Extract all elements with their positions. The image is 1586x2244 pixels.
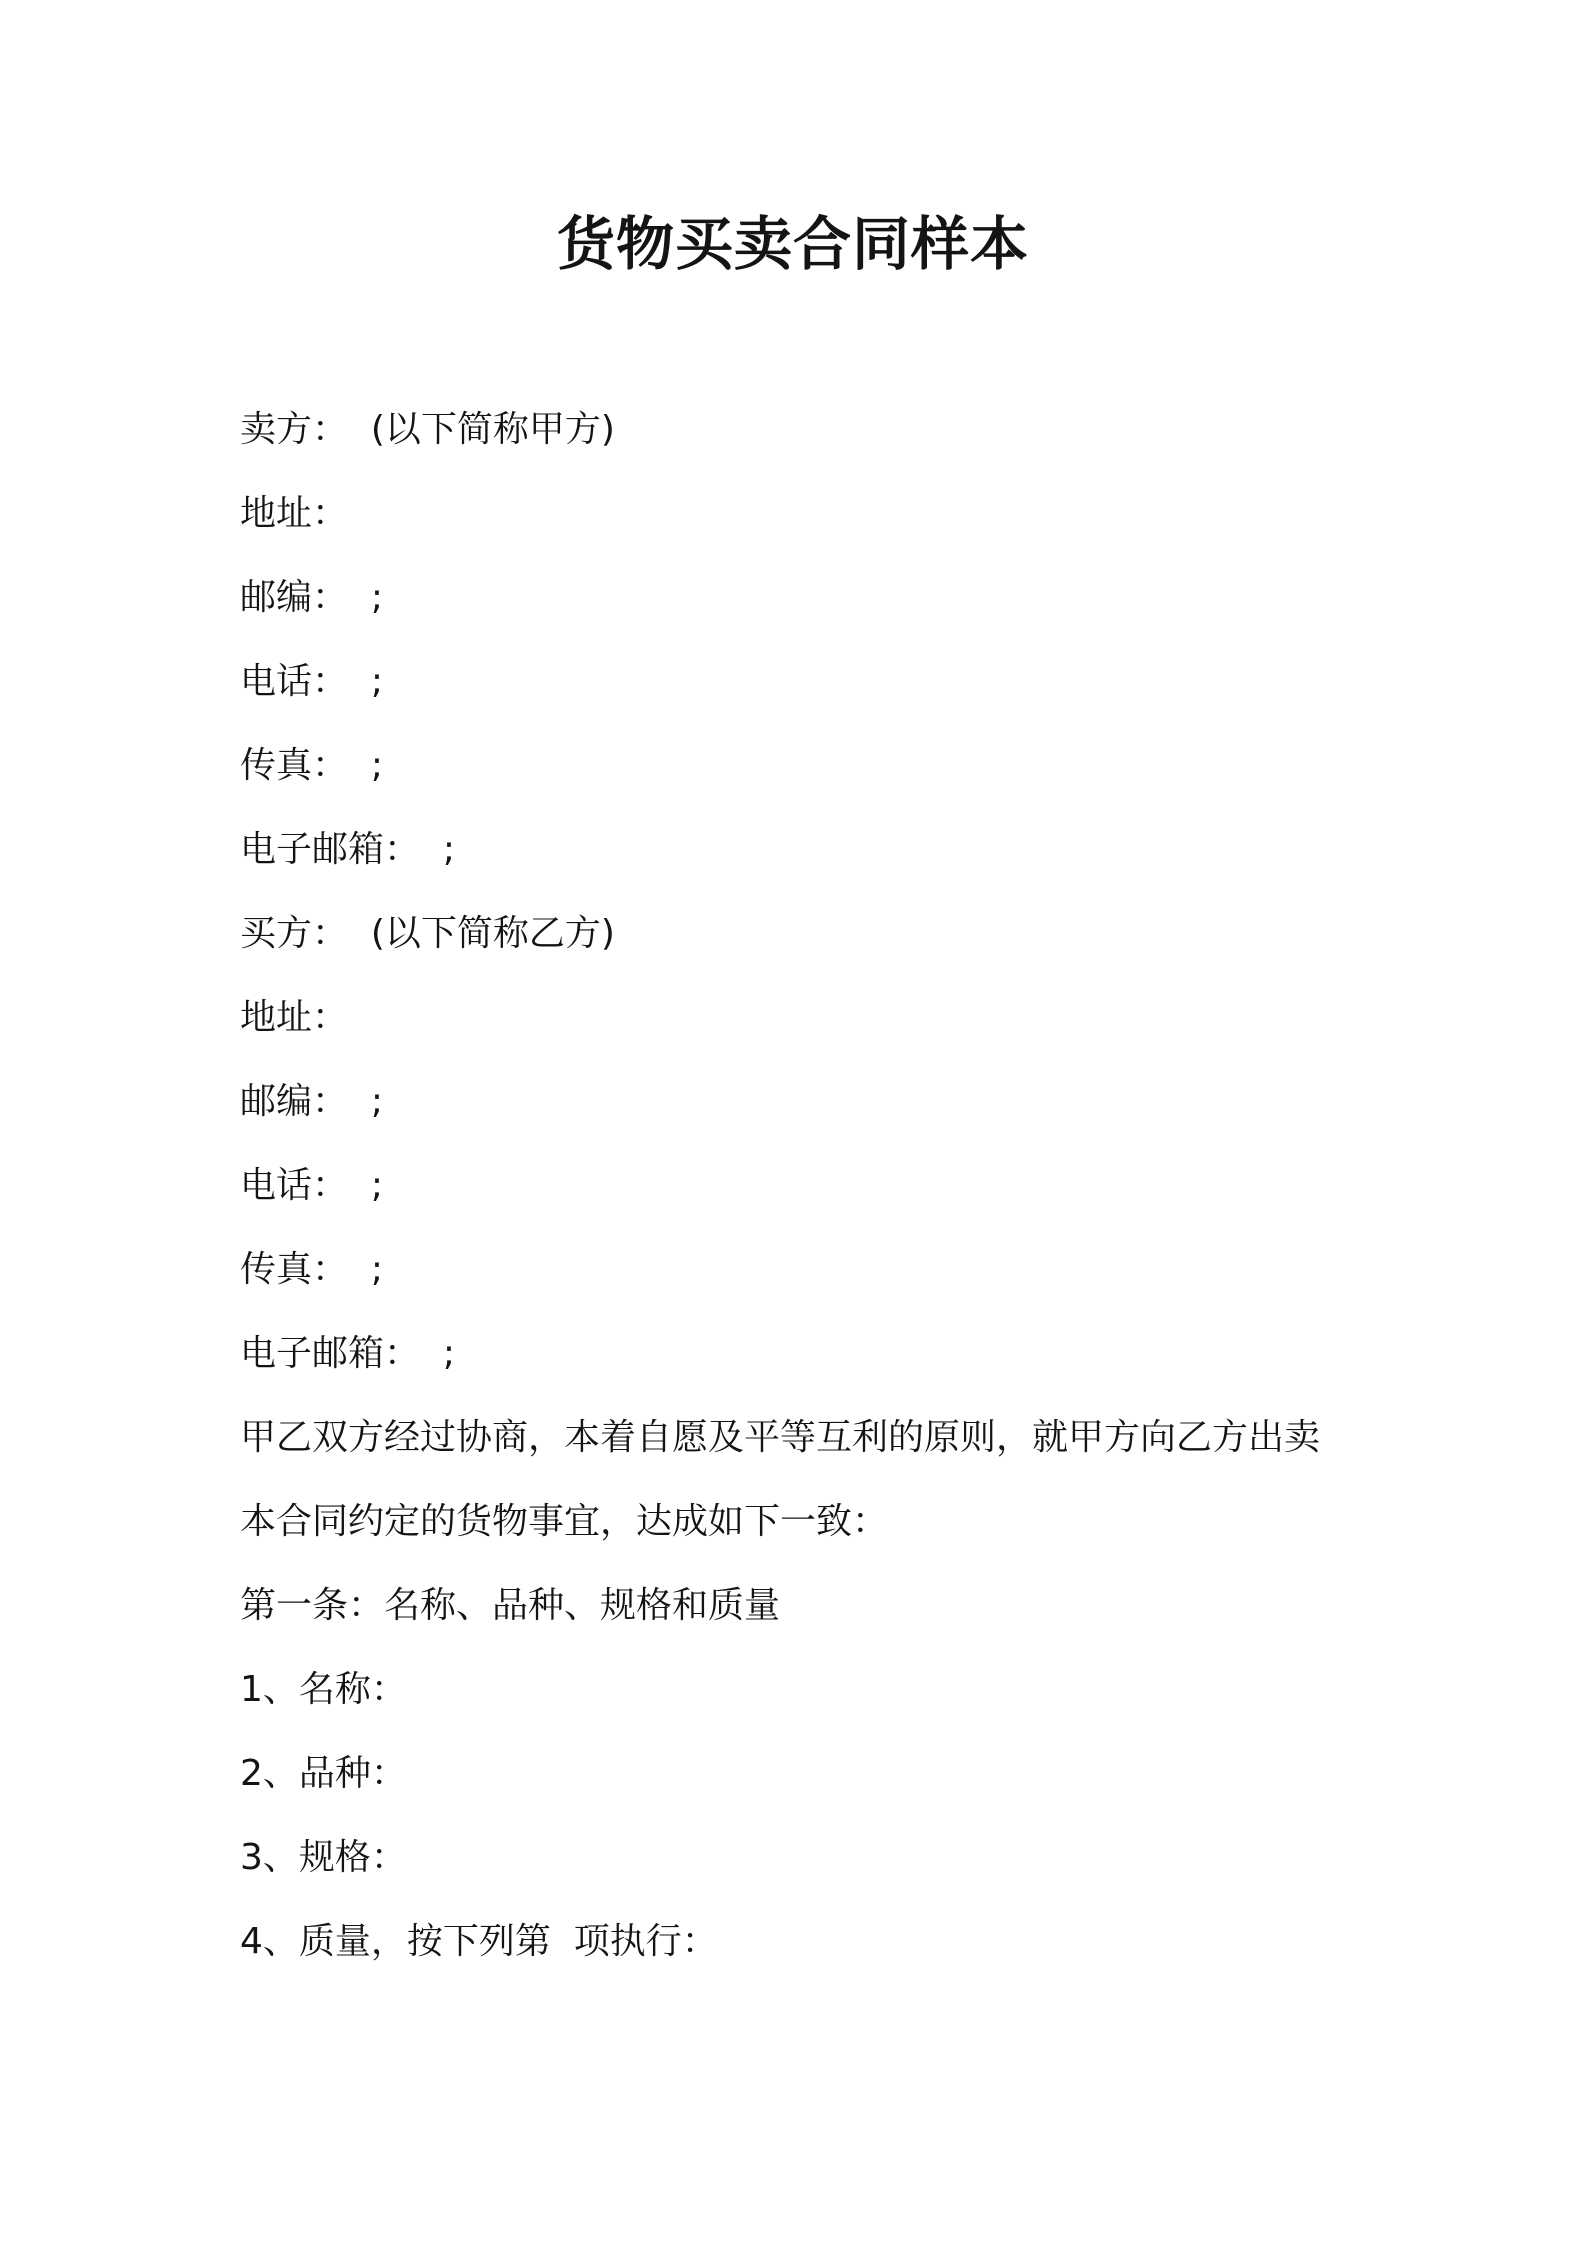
buyer-line: 买方： (以下简称乙方) — [240, 913, 615, 954]
item-spec-line: 3、规格： — [240, 1837, 407, 1878]
seller-line: 卖方： (以下简称甲方) — [240, 409, 615, 450]
preamble-line-2: 本合同约定的货物事宜，达成如下一致： — [240, 1501, 889, 1542]
buyer-phone-line: 电话： ; — [240, 1165, 384, 1206]
preamble-line-1: 甲乙双方经过协商，本着自愿及平等互利的原则，就甲方向乙方出卖 — [240, 1417, 1321, 1458]
seller-email-line: 电子邮箱： ; — [240, 829, 456, 870]
seller-postcode-line: 邮编： ; — [240, 577, 384, 618]
seller-address-line: 地址： — [240, 493, 349, 534]
article-one-heading: 第一条：名称、品种、规格和质量 — [240, 1585, 781, 1626]
item-name-line: 1、名称： — [240, 1669, 407, 1710]
seller-phone-line: 电话： ; — [240, 661, 384, 702]
buyer-address-line: 地址： — [240, 997, 349, 1038]
seller-fax-line: 传真： ; — [240, 745, 384, 786]
item-variety-line: 2、品种： — [240, 1753, 407, 1794]
document-body — [240, 405, 1360, 2001]
buyer-email-line: 电子邮箱： ; — [240, 1333, 456, 1374]
item-quality-line: 4、质量，按下列第 项执行： — [240, 1921, 718, 1962]
buyer-fax-line: 传真： ; — [240, 1249, 384, 1290]
document-title: 货物买卖合同样本 — [556, 210, 1029, 278]
buyer-postcode-line: 邮编： ; — [240, 1081, 384, 1122]
